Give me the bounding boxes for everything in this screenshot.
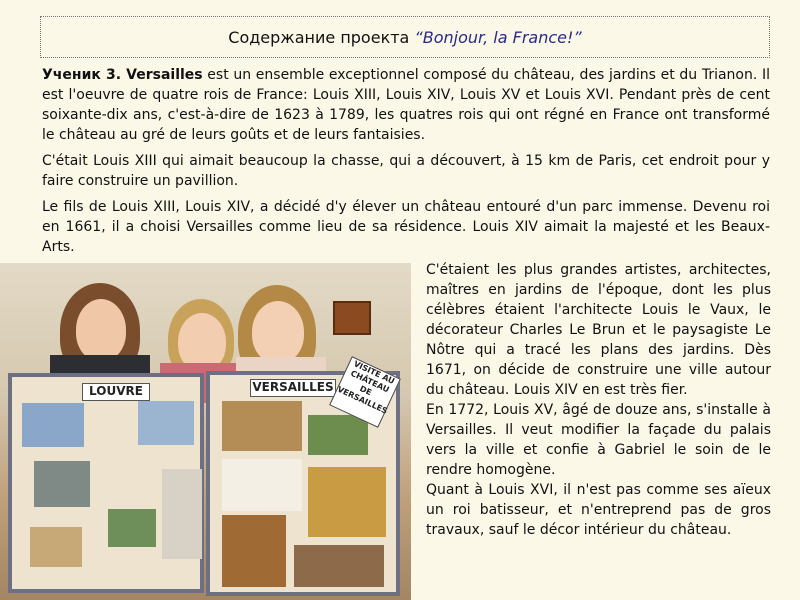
louvre-garden-photo xyxy=(108,509,156,547)
project-title-box xyxy=(40,16,770,58)
paragraph-4: C'étaient les plus grandes artistes, architectes, maîtres en jardins de l'époque, dont les plus célèbres étaient l'architecte Louis le Vaux, le décorateur Charles Le Brun et le paysagiste Le Nôtre qui a tracé les plans des jardins. Dès 1671, on décide de construire une ville autour du château. Louis XIV en est très fier. xyxy=(426,262,771,398)
versailles-interior-photo xyxy=(222,515,286,587)
paragraph-1-body: est un ensemble exceptionnel composé du château, des jardins et du Trianon. Il est l'oeuvre de quatre rois de France: Louis XIII, Louis XIV, Louis XV et Louis XVI. Pendant près de cent soixante-dix ans, c'est-à-dire de 1623 à 1789, les quatres rois qui ont régné en France ont transformé le château au gré de leurs goûts et de leurs fantaisies. xyxy=(42,67,771,143)
paragraph-2: C'était Louis XIII qui aimait beaucoup la chasse, qui a découvert, à 15 km de Paris, cet endroit pour y faire construire un pavillion. xyxy=(42,153,770,189)
versailles-statue-photo xyxy=(294,545,384,587)
louvre-board xyxy=(8,373,204,593)
louvre-pyramid-photo xyxy=(22,403,84,447)
student-right-face xyxy=(252,301,304,363)
student-left-face xyxy=(76,299,126,361)
side-text-block xyxy=(426,260,771,540)
paragraph-5: En 1772, Louis XV, âgé de douze ans, s'installe à Versailles. Il veut modifier la façade du palais vers la ville et confie à Gabriel le soin de le rendre homogène. xyxy=(426,402,771,478)
visit-sticker: VISITE AU CHÂTEAU DE VERSAILLES xyxy=(329,356,401,428)
paragraph-3: Le fils de Louis XIII, Louis XIV, a décidé d'y élever un château entouré d'un parc immense. Devenu roi en 1661, il a choisi Versailles comme lieu de sa résidence. Louis XIV aimait la majesté et les Beaux-Arts. xyxy=(42,199,770,255)
paragraph-1 xyxy=(42,65,770,145)
versailles-facade-photo xyxy=(222,401,302,451)
louvre-statue-photo xyxy=(162,469,202,559)
top-text-block xyxy=(42,65,770,263)
louvre-board-label: LOUVRE xyxy=(82,383,150,401)
title-russian: Содержание проекта xyxy=(228,28,410,47)
versailles-text-page xyxy=(222,459,302,511)
louvre-street-photo xyxy=(34,461,90,507)
photo-wall-picture xyxy=(333,301,371,335)
louvre-palace-photo xyxy=(138,401,194,445)
title-french: “Bonjour, la France!” xyxy=(414,28,582,47)
paragraph-6: Quant à Louis XVI, il n'est pas comme ses aïeux un roi batisseur, et n'entreprend pas de gros travaux, sauf le décor intérieur du château. xyxy=(426,482,771,538)
louvre-hall-photo xyxy=(30,527,82,567)
versailles-garden-photo xyxy=(308,415,368,455)
students-photo xyxy=(0,263,411,600)
versailles-hall-photo xyxy=(308,467,386,537)
versailles-board-label: VERSAILLES xyxy=(250,379,336,397)
paragraph-1-lead: Ученик 3. Versailles xyxy=(42,67,203,83)
